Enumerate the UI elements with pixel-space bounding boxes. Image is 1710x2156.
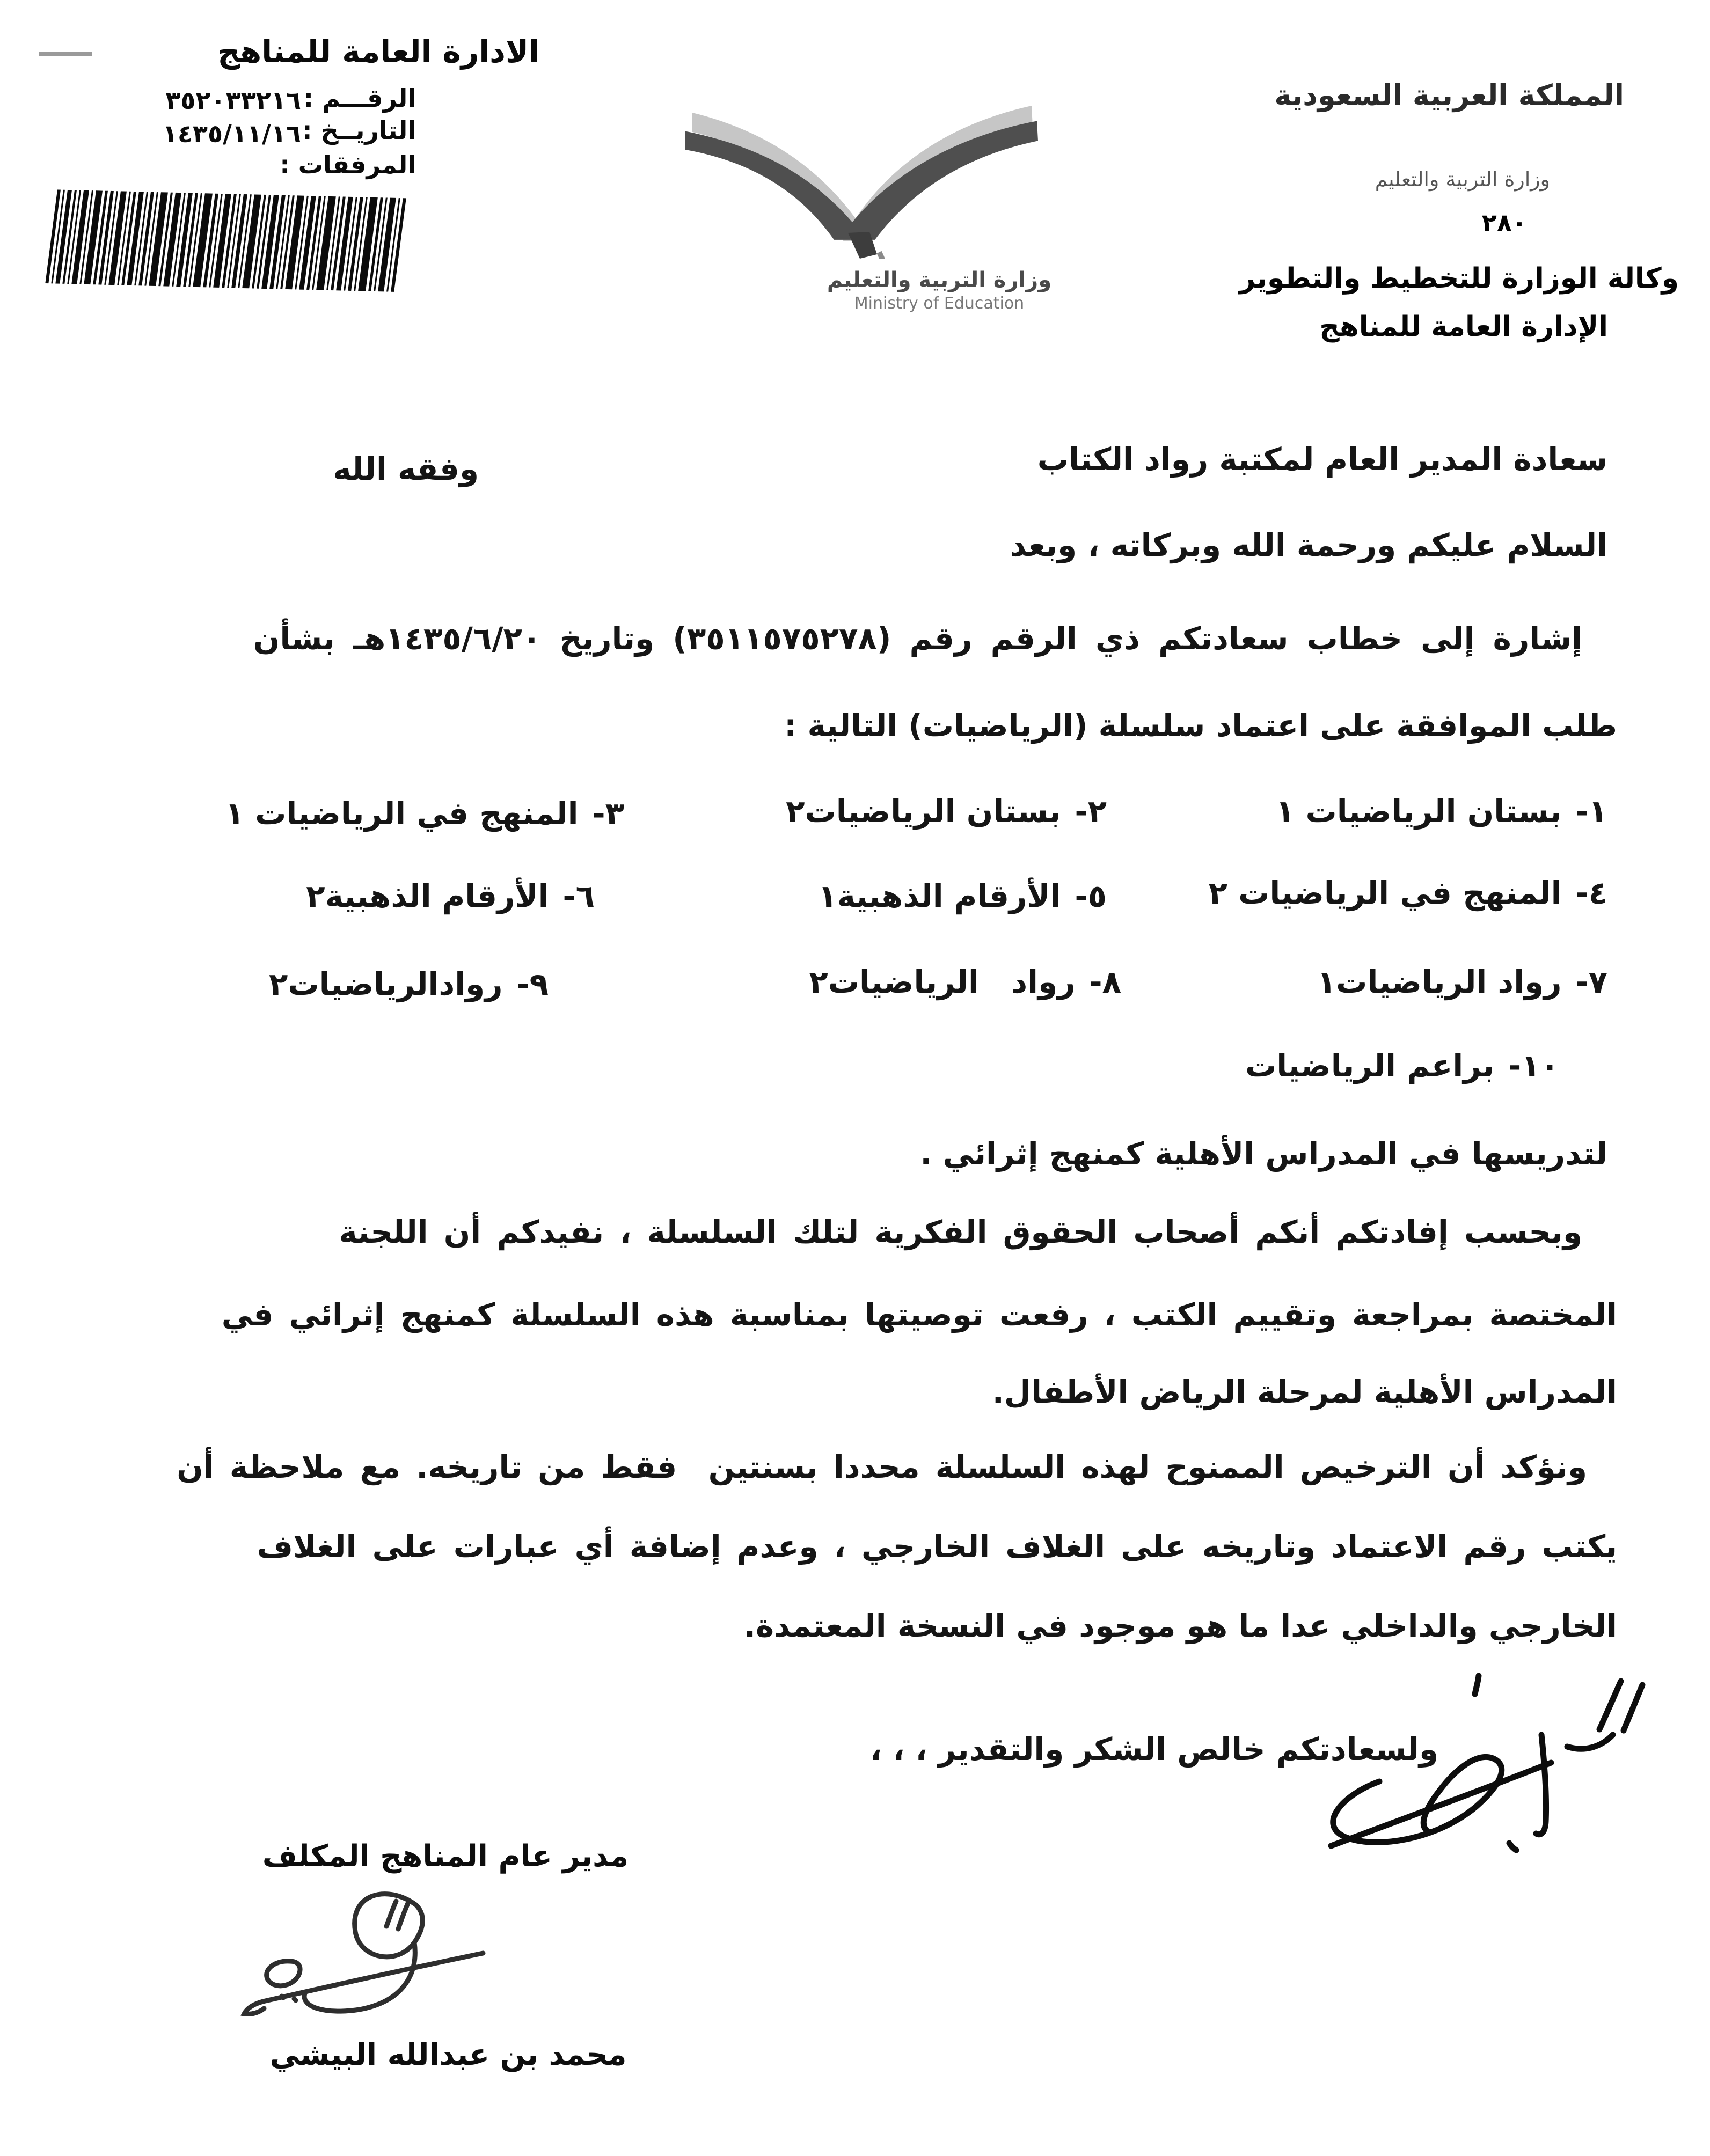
closing-line: ولسعادتكم خالص الشكر والتقدير ، ، ، bbox=[870, 1731, 1438, 1768]
logo-english-label: Ministry of Education bbox=[854, 294, 1025, 313]
series-item-number: ٤- bbox=[1575, 875, 1607, 911]
book-pen-tail bbox=[879, 252, 886, 259]
series-item-title: المنهج في الرياضيات ١ bbox=[225, 795, 579, 832]
series-item-title: بستان الرياضيات ١ bbox=[1275, 793, 1562, 830]
series-item-5 bbox=[818, 878, 1107, 915]
series-item-number: ٢- bbox=[1075, 793, 1107, 830]
series-item-title: رواد الرياضيات٢ bbox=[809, 964, 1076, 1000]
body1-line-3: المدراس الأهلية لمرحلة الرياض الأطفال. bbox=[992, 1374, 1617, 1410]
series-item-3 bbox=[225, 795, 624, 833]
stamp-date-value: ١٤٣٥/١١/١٦ bbox=[162, 119, 301, 148]
series-item-title: روادالرياضيات٢ bbox=[268, 966, 503, 1002]
series-item-number: ١- bbox=[1575, 793, 1607, 830]
recipient-line: سعادة المدير العام لمكتبة رواد الكتاب bbox=[1037, 441, 1607, 478]
letterhead-ministry: وزارة التربية والتعليم bbox=[1375, 167, 1550, 191]
body2-line-3: الخارجي والداخلي عدا ما هو موجود في النسخة المعتمدة. bbox=[744, 1608, 1617, 1644]
barcode bbox=[12, 189, 406, 292]
series-item-number: ٧- bbox=[1575, 964, 1607, 1000]
series-item-number: ٨- bbox=[1089, 964, 1121, 1000]
body2-line-1: ونؤكد أن الترخيص الممنوح لهذه السلسلة محددا بسنتين فقط من تاريخه. مع ملاحظة أن bbox=[177, 1449, 1587, 1485]
body2-line-2: يكتب رقم الاعتماد وتاريخه على الغلاف الخارجي ، وعدم إضافة أي عبارات على الغلاف bbox=[257, 1528, 1617, 1565]
letterhead-agency: وكالة الوزارة للتخطيط والتطوير bbox=[1239, 262, 1679, 295]
logo-arabic-label: وزارة التربية والتعليم bbox=[827, 268, 1052, 292]
body1-line-1: وبحسب إفادتكم أنكم أصحاب الحقوق الفكرية لتلك السلسلة ، نفيدكم أن اللجنة bbox=[339, 1214, 1582, 1250]
series-item-10 bbox=[1245, 1047, 1559, 1085]
series-item-9 bbox=[269, 966, 549, 1003]
purpose-line: لتدريسها في المدراس الأهلية كمنهج إثرائي . bbox=[920, 1135, 1607, 1172]
letterhead-number: ٢٨٠ bbox=[1481, 208, 1527, 237]
letterhead-country: المملكة العربية السعودية bbox=[1274, 78, 1624, 112]
handwritten-signature bbox=[225, 1881, 601, 2042]
stamp-date-label: التاريــخ : bbox=[302, 116, 416, 145]
series-item-title: براعم الرياضيات bbox=[1245, 1047, 1495, 1084]
series-item-title: الأرقام الذهبية١ bbox=[818, 878, 1061, 914]
series-item-number: ١٠- bbox=[1508, 1047, 1559, 1084]
signatory-name: محمد بن عبدالله البيشي bbox=[269, 2037, 627, 2072]
series-item-number: ٦- bbox=[562, 878, 595, 914]
handwritten-initials-signature bbox=[1299, 1666, 1664, 1857]
stamp-number-value: ٣٥٢٠٣٣٢١٦ bbox=[165, 86, 301, 115]
series-item-number: ٩- bbox=[516, 966, 549, 1002]
series-item-2 bbox=[786, 793, 1107, 831]
series-item-7 bbox=[1317, 964, 1607, 1001]
series-item-4 bbox=[1208, 875, 1607, 912]
letterhead-department: الإدارة العامة للمناهج bbox=[1319, 311, 1608, 343]
series-item-number: ٥- bbox=[1075, 878, 1107, 914]
signatory-title: مدير عام المناهج المكلف bbox=[262, 1839, 629, 1874]
stamp-department-title: الادارة العامة للمناهج bbox=[217, 33, 539, 70]
series-item-8 bbox=[809, 964, 1121, 1001]
series-item-title: الأرقام الذهبية٢ bbox=[306, 878, 549, 914]
blessing: وفقه الله bbox=[333, 451, 479, 487]
intro-line-1: إشارة إلى خطاب سعادتكم ذي الرقم رقم (٣٥١١٥٧٥٢٧٨) وتاريخ ١٤٣٥/٦/٢٠هـ بشأن bbox=[253, 620, 1582, 657]
intro-line-2: طلب الموافقة على اعتماد سلسلة (الرياضيات) التالية : bbox=[784, 707, 1617, 744]
scan-artifact-dash bbox=[39, 52, 92, 56]
salutation-line: السلام عليكم ورحمة الله وبركاته ، وبعد bbox=[1010, 527, 1607, 563]
body1-line-2: المختصة بمراجعة وتقييم الكتب ، رفعت توصيتها بمناسبة هذه السلسلة كمنهج إثرائي في bbox=[221, 1296, 1617, 1333]
stamp-number-label: الرقـــم : bbox=[303, 84, 416, 113]
series-item-title: المنهج في الرياضيات ٢ bbox=[1208, 875, 1562, 911]
stamp-attachments-label: المرفقات : bbox=[280, 150, 416, 179]
series-item-6 bbox=[306, 878, 595, 915]
series-item-1 bbox=[1276, 793, 1607, 831]
series-item-number: ٣- bbox=[592, 795, 624, 832]
series-item-title: رواد الرياضيات١ bbox=[1317, 964, 1562, 1000]
series-item-title: بستان الرياضيات٢ bbox=[786, 793, 1061, 830]
ministry-logo-book-icon bbox=[683, 98, 1045, 259]
